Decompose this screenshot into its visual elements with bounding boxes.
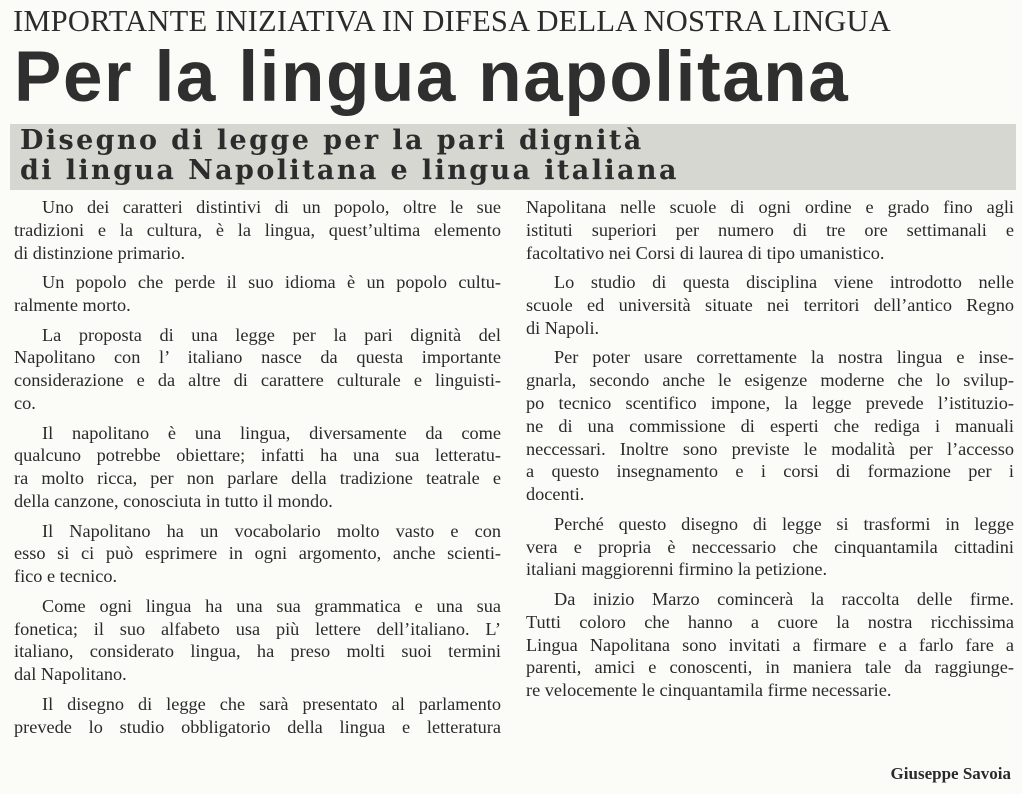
article-line: ne di una commissione di esperti che rediga i manuali [526, 415, 1014, 436]
paragraph-gap [526, 506, 1014, 513]
article-line: Uno dei caratteri distintivi di un popolo, oltre le sue [42, 197, 501, 217]
paragraph-gap [14, 588, 501, 595]
article-line: gnarla, secondo anche le esigenze moderne che lo svilup- [526, 370, 1014, 391]
article-line: di Napoli. [526, 317, 600, 338]
article-left-column [14, 196, 501, 738]
article-line: Come ogni lingua ha una sua grammatica e una sua [42, 595, 501, 616]
article-line: vera e propria è neccessario che cinquantamila cittadini [526, 536, 1014, 557]
article-line: re velocemente le cinquantamila firme necessarie. [526, 680, 892, 701]
paragraph-gap [14, 317, 501, 324]
article-line: docenti. [526, 484, 585, 505]
article-line: Il napolitano è una lingua, diversamente da come [42, 422, 501, 443]
paragraph-gap [526, 264, 1014, 271]
headline: Per la lingua napolitana [14, 38, 850, 117]
article-line: scuole ed università situate nei territori dell’antico Regno [526, 294, 1014, 315]
article-line: Tutti coloro che hanno a cuore la nostra ricchissima [526, 611, 1014, 632]
article-line: Da inizio Marzo comincerà la raccolta delle firme. [554, 588, 1014, 609]
paragraph-gap [14, 415, 501, 422]
article-line: co. [14, 392, 36, 413]
article-line: di distinzione primario. [14, 242, 186, 263]
author-signature: Giuseppe Savoia [890, 764, 1011, 783]
paragraph-gap [14, 264, 501, 271]
article-line: Per poter usare correttamente la nostra lingua e inse- [554, 347, 1014, 368]
article-line: Il Napolitano ha un vocabolario molto vasto e con [42, 520, 501, 541]
paragraph-gap [526, 581, 1014, 588]
article-line: Perché questo disegno di legge si trasformi in legge [554, 513, 1014, 534]
article-line: fonetica; il suo alfabeto usa più lettere dell’italiano. L’ [14, 618, 501, 639]
article-line: ralmente morto. [14, 294, 131, 315]
article-line: Un popolo che perde il suo idioma è un popolo cultu- [42, 272, 501, 293]
article-line: Lo studio di questa disciplina viene introdotto nelle [554, 272, 1014, 293]
article-line: qualcuno potrebbe obiettare; infatti ha una sua letteratu- [14, 445, 501, 466]
article-line: esso si ci può esprimere in ogni argomento, anche scienti- [14, 543, 501, 564]
article-line: istituti superiori per numero di tre ore settimanali e [526, 219, 1014, 240]
article-line: dal Napolitano. [14, 664, 127, 685]
article-line: parenti, amici e conoscenti, in maniera tale da raggiunge- [526, 657, 1014, 678]
paragraph-gap [14, 686, 501, 693]
article-line: po tecnico scentifico impone, la legge prevede l’istituzio- [526, 392, 1014, 413]
subhead-line: Disegno di legge per la pari dignità [20, 125, 644, 156]
article-line: Il disegno di legge che sarà presentato al parlamento [42, 693, 501, 714]
article-line: prevede lo studio obbligatorio della lingua e letteratura [14, 716, 501, 737]
paragraph-gap [526, 340, 1014, 347]
article-line: italiani maggiorenni firmino la petizione. [526, 559, 828, 580]
article-line: La proposta di una legge per la pari dignità del [42, 324, 501, 345]
article-line: ra molto ricca, per non parlare della tradizione teatrale e [14, 468, 501, 489]
article-right-column [526, 196, 1014, 702]
paragraph-gap [14, 513, 501, 520]
article-line: Napolitano con l’ italiano nasce da questa importante [14, 347, 501, 368]
article-line: italiano, considerato lingua, ha preso molti suoi termini [14, 641, 501, 662]
article-line: fico e tecnico. [14, 566, 118, 587]
article-line: facoltativo nei Corsi di laurea di tipo umanistico. [526, 242, 885, 263]
article-line: Lingua Napolitana sono invitati a firmare e a farlo fare a [526, 634, 1014, 655]
subhead-line: di lingua Napolitana e lingua italiana [20, 155, 679, 186]
article-line: della canzone, conosciuta in tutto il mondo. [14, 490, 333, 511]
article-line: a questo insegnamento e i corsi di formazione per i [526, 461, 1014, 482]
article-line: tradizioni e la cultura, è la lingua, quest’ultima elemento [14, 219, 501, 240]
article-line: considerazione e da altre di carattere culturale e linguisti- [14, 370, 501, 391]
article-line: neccessari. Inoltre sono previste le modalità per l’accesso [526, 438, 1014, 459]
article-line: Napolitana nelle scuole di ogni ordine e grado fino agli [526, 197, 1014, 217]
subhead [10, 124, 1016, 190]
kicker: IMPORTANTE INIZIATIVA IN DIFESA DELLA NOSTRA LINGUA [13, 4, 891, 38]
